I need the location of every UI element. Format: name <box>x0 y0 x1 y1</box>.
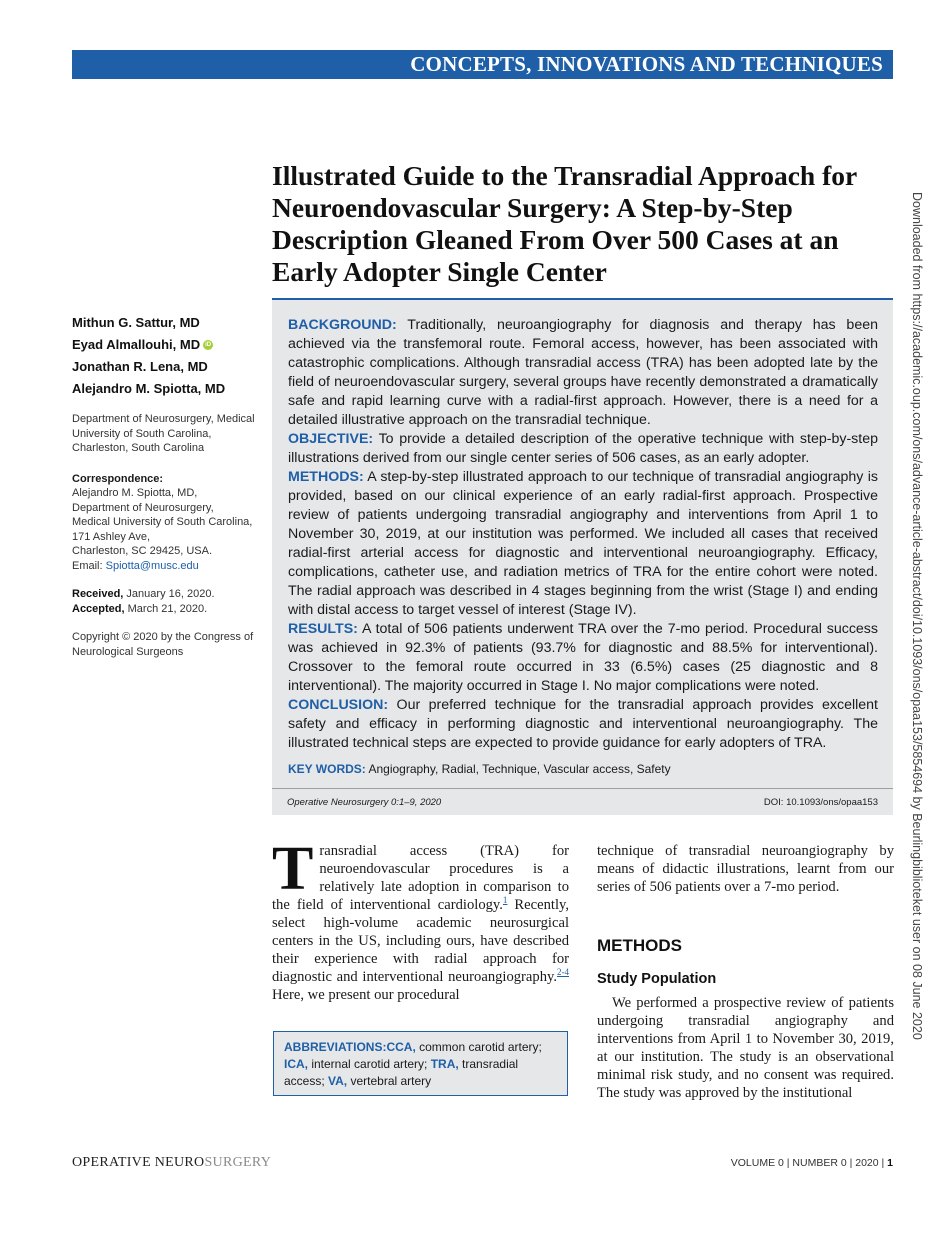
article-title: Illustrated Guide to the Transradial Approach for Neuroendovascular Surgery: A Step-by-Step Description Gleaned From Over 500 Cases at an Early Adopter Single Center <box>272 160 857 287</box>
journal-logo: OPERATIVE NEUROSURGERY <box>72 1155 272 1170</box>
author-2: Eyad Almallouhi, MD iD <box>72 337 212 352</box>
page-number: 1 <box>887 1157 893 1169</box>
study-population-text: We performed a prospective review of patients undergoing transradial angiography and interventions from April 1 to November 30, 2019, at our institution. The study is an observational minimal risk study, and no consent was required. The study was approved by the institutional <box>597 995 894 1101</box>
accepted-date: March 21, 2020. <box>124 602 208 615</box>
correspondence-line: Medical University of South Carolina, <box>72 516 253 528</box>
methods-heading: METHODS <box>597 936 682 955</box>
correspondence-email: Email: Spiotta@musc.edu <box>72 559 199 572</box>
received-date: January 16, 2020. <box>123 588 215 600</box>
download-note: Downloaded from https://academic.oup.com/ons/advance-article-abstract/doi/10.1093/ons/opaa153/5854694 by Beurlingbiblioteket user on 08 June 2020 <box>910 192 924 1040</box>
email-link[interactable]: Spiotta@musc.edu <box>105 559 199 572</box>
department: Department of Neurosurgery, Medical University of South Carolina, Charleston, South Carolina <box>72 413 255 454</box>
author-1: Mithun G. Sattur, MD <box>72 315 200 330</box>
abbreviations-box: ABBREVIATIONS:CCA, common carotid artery; ICA, internal carotid artery; TRA, transradial access; VA, vertebral artery <box>273 1031 568 1096</box>
correspondence-line: 171 Ashley Ave, <box>72 530 151 543</box>
body-column-2: technique of transradial neuroangiography by means of didactic illustrations, learnt from our series of 506 patients over a 7-mo period. <box>597 843 894 895</box>
orcid-icon[interactable]: iD <box>205 342 212 348</box>
correspondence-heading: Correspondence: <box>72 472 164 485</box>
correspondence-line: Alejandro M. Spiotta, MD, <box>72 487 198 499</box>
volume-info: VOLUME 0 | NUMBER 0 | 2020 | 1 <box>730 1157 893 1169</box>
section-banner: CONCEPTS, INNOVATIONS AND TECHNIQUES <box>72 50 893 79</box>
author-4: Alejandro M. Spiotta, MD <box>72 381 226 396</box>
abstract-background: BACKGROUND: Traditionally, neuroangiography for diagnosis and therapy has been achieved via the transfemoral route. Femoral access, however, has been associated with catastrophic complications. Although transradial access (TRA) has been adopted late by the field of neuroendovascular surgery, several groups have recently demonstrated a dramatically safe and rapid learning curve with a radial-first approach. However, there is a need for a detailed illustrative approach on the transradial technique. <box>288 317 878 428</box>
article-dates <box>72 587 267 616</box>
reference-link[interactable]: 1 <box>502 895 508 906</box>
journal-reference: Operative Neurosurgery 0:1–9, 2020 <box>287 797 442 808</box>
abstract-results: RESULTS: A total of 506 patients underwent TRA over the 7-mo period. Procedural success was achieved in 92.3% of patients (93.7% for diagnostic and 88.5% for interventional). Crossover to the femoral route occurred in 33 (6.5%) cases (25 diagnostic and 8 interventional). The majority occurred in Stage I. No major complications were noted. <box>288 621 878 694</box>
received-label: Received, <box>72 588 124 600</box>
correspondence-line: Department of Neurosurgery, <box>72 501 214 514</box>
body-column-1: Transradial access (TRA) for neuroendovascular procedures is a relatively late adoption in comparison to the field of interventional cardiology.$^1$ Recently, select high-volume academic neurosurgical centers in the US, including ours, have described their experience with radial approach for diagnostic and interventional neuroangiography.$^{2-4}$ Here, we present our procedural <box>272 835 569 1003</box>
accepted-label: Accepted, <box>72 602 125 615</box>
keywords: KEY WORDS: Angiography, Radial, Technique, Vascular access, Safety <box>288 762 671 776</box>
drop-cap: T <box>272 835 314 903</box>
author-3: Jonathan R. Lena, MD <box>72 359 208 374</box>
study-population-heading: Study Population <box>597 971 717 987</box>
abstract-footer <box>272 788 893 815</box>
abstract-conclusion: CONCLUSION: Our preferred technique for the transradial approach provides excellent safety and efficacy in performing diagnostic and interventional neuroangiography. The illustrated technical steps are expected to provide guidance for early adopters of TRA. <box>288 697 878 751</box>
abstract-box <box>272 298 893 815</box>
reference-link[interactable]: 2-4 <box>557 967 569 978</box>
author-column <box>72 312 267 659</box>
abstract-objective: OBJECTIVE: To provide a detailed description of the operative technique with step-by-step illustrations derived from our single center series of 506 cases, as an early adopter. <box>288 431 878 466</box>
correspondence-line: Charleston, SC 29425, USA. <box>72 545 213 557</box>
copyright: Copyright © 2020 by the Congress of Neurological Surgeons <box>72 631 254 658</box>
doi: DOI: 10.1093/ons/opaa153 <box>763 797 878 808</box>
abstract-methods: METHODS: A step-by-step illustrated approach to our technique of transradial angiography is provided, based on our clinical experience of an early radial-first approach. Prospective review of patients undergoing transradial angiography and interventions from April 1 to November 30, 2019, at our institution was performed. We included all cases that received radial-first arterial access for diagnostic and interventional neuroangiography. Efficacy, complications, catheter use, and radiation metrics of TRA for the entire cohort were noted. The radial approach was described in 4 stages beginning from the wrist (Stage I) and ending with distal access to target vessel of interest (Stage IV). <box>288 469 878 618</box>
